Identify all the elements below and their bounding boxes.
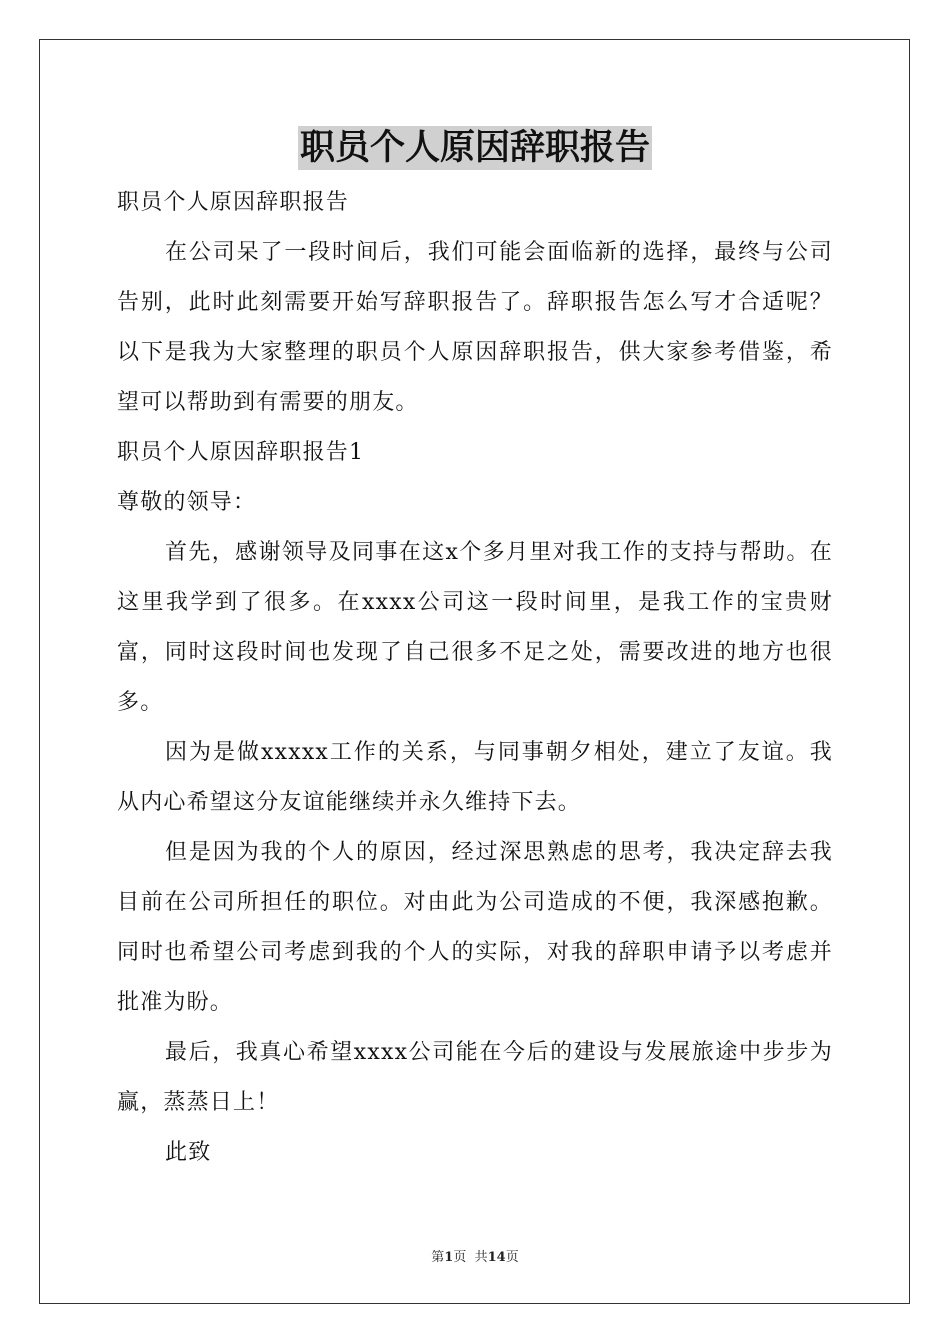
body-paragraph-thanks: 首先，感谢领导及同事在这x个多月里对我工作的支持与帮助。在这里我学到了很多。在xxxx公司这一段时间里，是我工作的宝贵财富，同时这段时间也发现了自己很多不足之处，需要改进的地方也很多。 [117, 540, 833, 715]
body-paragraph-friendship: 因为是做xxxxx工作的关系，与同事朝夕相处，建立了友谊。我从内心希望这分友谊能继续并永久维持下去。 [117, 740, 833, 815]
document-title: 职员个人原因辞职报告 [299, 127, 650, 168]
salutation: 尊敬的领导： [117, 490, 257, 515]
footer-total-pages: 14 [487, 1250, 506, 1265]
footer-suffix: 页 [505, 1250, 519, 1265]
body-paragraph-wishes: 最后，我真心希望xxxx公司能在今后的建设与发展旅途中步步为赢，蒸蒸日上！ [117, 1040, 833, 1115]
document-body [117, 178, 833, 1178]
footer-page-number: 1 [444, 1250, 454, 1265]
page-footer [0, 1246, 950, 1265]
subtitle-line: 职员个人原因辞职报告 [117, 190, 350, 215]
section-heading: 职员个人原因辞职报告1 [117, 440, 365, 465]
footer-mid: 页 共 [453, 1250, 488, 1265]
intro-paragraph: 在公司呆了一段时间后，我们可能会面临新的选择，最终与公司告别，此时此刻需要开始写辞职报告了。辞职报告怎么写才合适呢？以下是我为大家整理的职员个人原因辞职报告，供大家参考借鉴，希望可以帮助到有需要的朋友。 [117, 240, 833, 415]
closing-line: 此致 [165, 1140, 212, 1165]
body-paragraph-resignation: 但是因为我的个人的原因，经过深思熟虑的思考，我决定辞去我目前在公司所担任的职位。对由此为公司造成的不便，我深感抱歉。同时也希望公司考虑到我的个人的实际，对我的辞职申请予以考虑并批准为盼。 [117, 840, 833, 1015]
title-container [0, 126, 950, 170]
footer-prefix: 第 [431, 1250, 445, 1265]
